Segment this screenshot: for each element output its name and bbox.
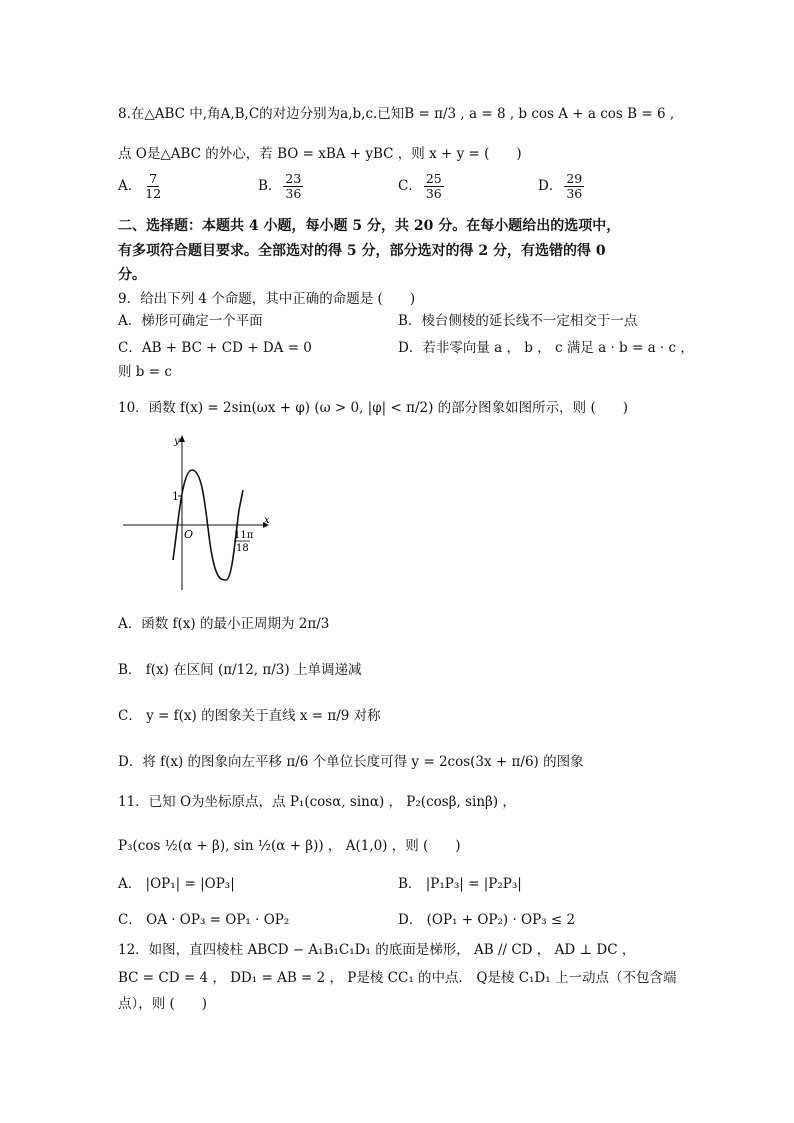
- q12-stem-line2: BC = CD = 4 ， DD₁ = AB = 2 ， P是棱 CC₁ 的中点． Q是棱 C₁D₁ 上一动点（不包含端: [118, 970, 677, 986]
- q10-option-b: B． f(x) 在区间 (π/12, π/3) 上单调递减: [118, 662, 362, 678]
- q10-option-c: C． y = f(x) 的图象关于直线 x = π/9 对称: [118, 708, 381, 724]
- q10-option-d: D．将 f(x) 的图象向左平移 π/6 个单位长度可得 y = 2cos(3x + π/6) 的图象: [118, 754, 584, 770]
- section2-heading-line3: 分。: [118, 267, 146, 283]
- q9-option-c: C．AB + BC + CD + DA = 0: [118, 340, 312, 356]
- q12-stem-line3: 点），则 ( ): [118, 996, 208, 1012]
- q8-option-d: D． $\frac{29}{36}$: [538, 171, 583, 201]
- x-tick-label-num: 11π: [234, 530, 254, 541]
- y-tick-label: 1: [172, 490, 179, 503]
- q10-sine-graph: [118, 430, 278, 600]
- q10-stem: 10．函数 f(x) = 2sin(ωx + φ) (ω > 0, |φ| < π/2) 的部分图象如图所示，则 ( ): [118, 400, 629, 416]
- q8-stem-line1: 8.在△ABC 中,角A,B,C的对边分别为a,b,c.已知B = π/3 , a = 8 , b cos A + a cos B = 6 ,: [118, 106, 675, 122]
- q11-option-d: D． (OP₁ + OP₂) · OP₃ ≤ 2: [398, 912, 576, 928]
- q8-stem-line2: 点 O是△ABC 的外心，若 BO = xBA + yBC ，则 x + y = ( ): [118, 146, 522, 162]
- q8-option-c: C． $\frac{25}{36}$: [398, 171, 442, 201]
- q11-option-b: B． |P₁P₃| = |P₂P₃|: [398, 876, 522, 892]
- q11-stem-line1: 11．已知 O为坐标原点，点 P₁(cosα, sinα) ， P₂(cosβ, sinβ) ，: [118, 794, 516, 810]
- q11-option-a: A． |OP₁| = |OP₃|: [118, 876, 235, 892]
- q9-option-d-cont: 则 b = c: [118, 364, 172, 380]
- y-axis-label: y: [174, 436, 180, 447]
- section2-heading-line2: 有多项符合题目要求。全部选对的得 5 分，部分选对的得 2 分，有选错的得 0: [118, 243, 606, 259]
- q12-stem-line1: 12．如图，直四棱柱 ABCD − A₁B₁C₁D₁ 的底面是梯形， AB // CD ， AD ⊥ DC ，: [118, 942, 636, 958]
- q11-option-c: C． OA · OP₃ = OP₁ · OP₂: [118, 912, 290, 928]
- q8-option-b: B． $\frac{23}{36}$: [258, 171, 302, 201]
- section2-heading-line1: 二、选择题：本题共 4 小题，每小题 5 分，共 20 分。在每小题给出的选项中，: [118, 218, 621, 234]
- x-tick-label-den: 18: [236, 543, 249, 554]
- q9-option-b: B．棱台侧棱的延长线不一定相交于一点: [398, 313, 638, 329]
- y-axis-arrow-icon: [179, 435, 185, 442]
- q9-option-a: A．梯形可确定一个平面: [118, 313, 263, 329]
- q11-stem-line2: P₃(cos ½(α + β), sin ½(α + β)) ， A(1,0) ，则 ( ): [118, 838, 461, 854]
- q10-option-a: A．函数 f(x) 的最小正周期为 2π/3: [118, 616, 330, 632]
- q8-option-a: A． $\frac{7}{12}$: [118, 171, 162, 201]
- x-axis-label: x: [264, 515, 270, 526]
- q9-option-d: D．若非零向量 a ， b ， c 满足 a · b = a · c ，: [398, 340, 694, 356]
- q9-stem: 9．给出下列 4 个命题，其中正确的命题是 ( ): [118, 291, 416, 307]
- origin-label: O: [184, 528, 194, 541]
